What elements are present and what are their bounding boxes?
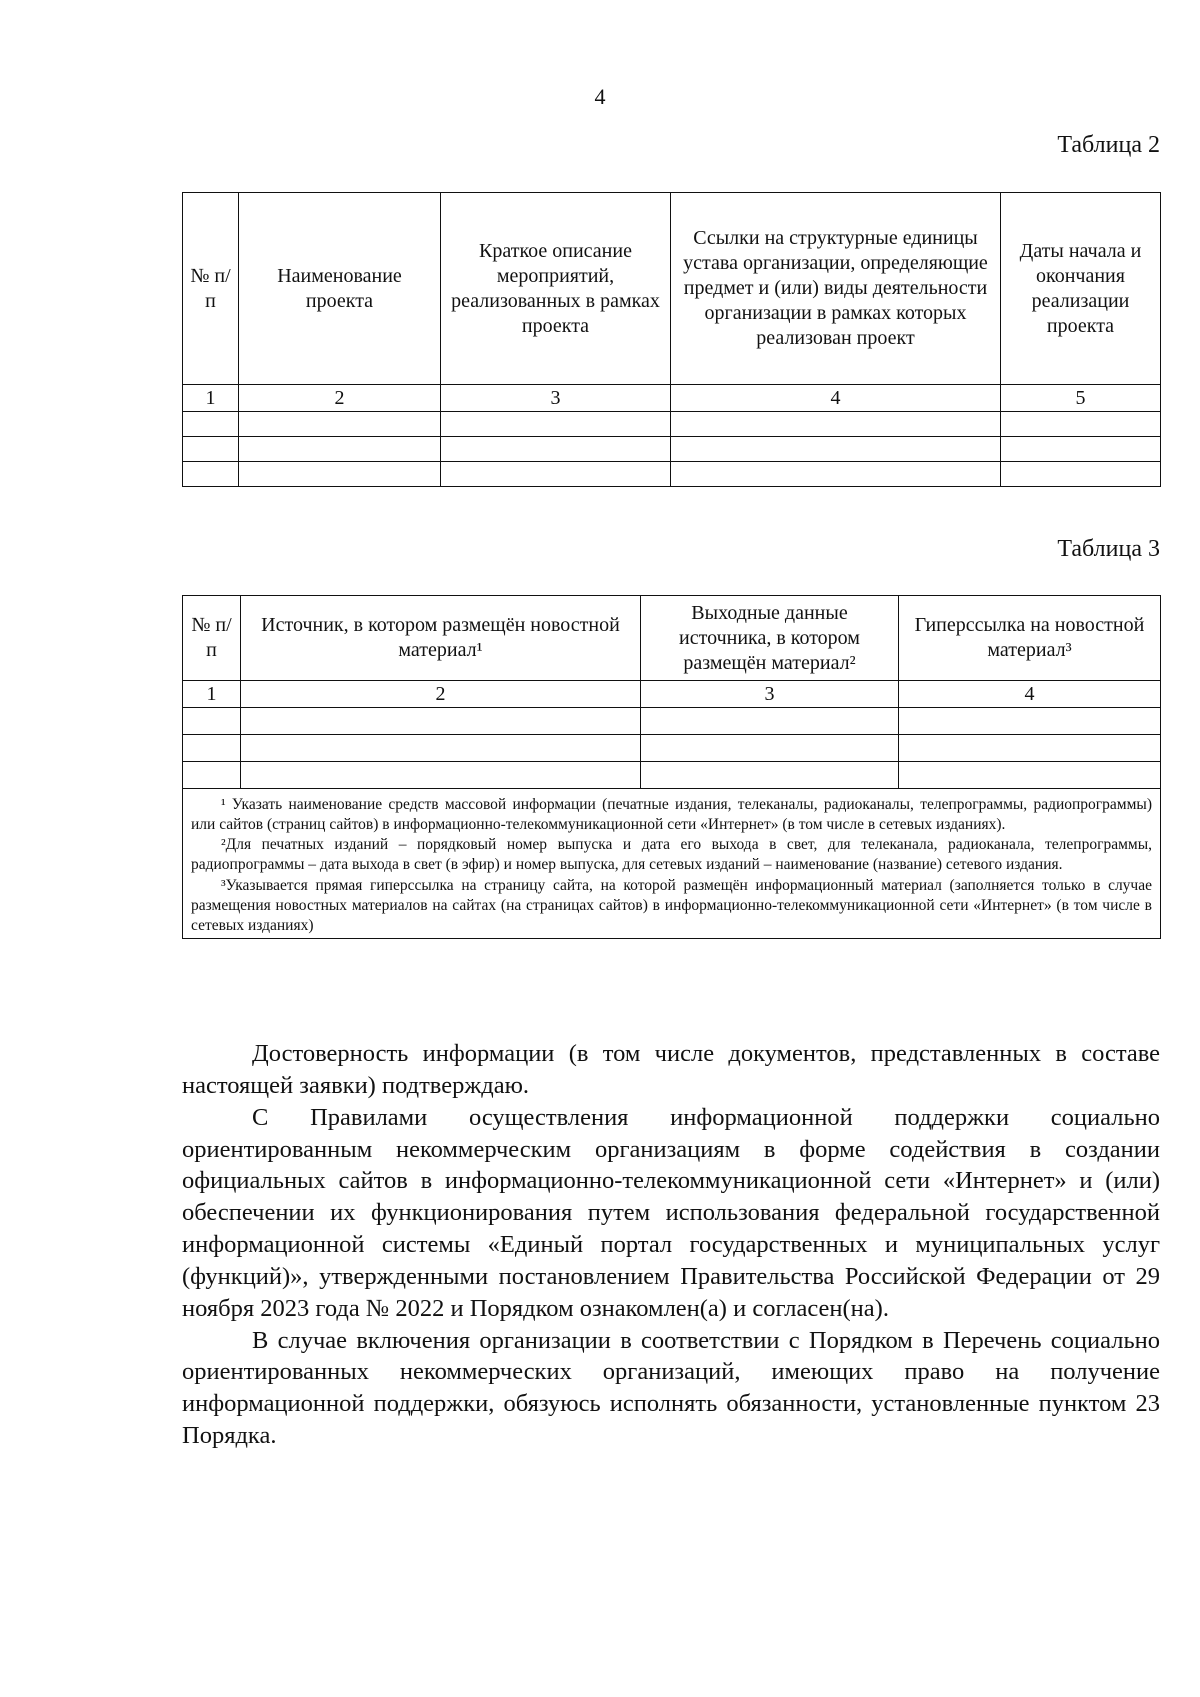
table2-cell[interactable] [183,437,239,462]
table2-cell[interactable] [1001,462,1161,487]
table3-cell[interactable] [641,762,899,789]
table3-cell[interactable] [899,762,1161,789]
table2-empty-row [183,462,1161,487]
footnote-1: ¹ Указать наименование средств массовой информации (печатные издания, телеканалы, радиоканалы, телепрограммы, радиопрограммы) или сайтов (страниц сайтов) в информационно-телекоммуникационной сети «Интернет» (в том числе в сетевых изданиях). [191,796,1152,834]
table3-cell[interactable] [183,762,241,789]
table2-cell[interactable] [239,462,441,487]
table3-header-cell: № п/п [183,596,241,681]
table3-cell[interactable] [183,708,241,735]
table3-empty-row [183,708,1161,735]
table2-empty-row [183,412,1161,437]
table2-header-cell: Ссылки на структурные единицы устава организации, определяющие предмет и (или) виды деятельности организации в рамках которых реализован проект [671,193,1001,385]
table3-empty-row [183,735,1161,762]
table3-column-number: 1 [183,681,241,708]
table2-header-row [183,193,1161,385]
table3-cell[interactable] [241,735,641,762]
table3-cell[interactable] [641,708,899,735]
table2-cell[interactable] [1001,437,1161,462]
table2-cell[interactable] [239,412,441,437]
table2-cell[interactable] [441,462,671,487]
paragraph-rules-acknowledgement: С Правилами осуществления информационной поддержки социально ориентированным некоммерческим организациям в форме содействия в создании официальных сайтов в информационно-телекоммуникационной сети «Интернет» и (или) обеспечении их функционирования путем использования федеральной государственной информационной системы «Единый портал государственных и муниципальных услуг (функций)», утвержденными постановлением Правительства Российской Федерации от 29 ноября 2023 года № 2022 и Порядком ознакомлен(а) и согласен(на). [182,1103,1160,1322]
table3-header-row [183,596,1161,681]
footnote-3: ³Указывается прямая гиперссылка на страницу сайта, на которой размещён информационный материал (заполняется только в случае размещения новостных материалов на сайтах (на страницах сайтов) в информационно-телекоммуникационной сети «Интернет» (в том числе в сетевых изданиях) [191,876,1152,934]
table3-cell[interactable] [183,735,241,762]
table2-cell[interactable] [183,462,239,487]
footnote-2: ²Для печатных изданий – порядковый номер выпуска и дата его выхода в свет, для телеканала, радиоканала, телепрограммы, радиопрограммы – дата выхода в свет (в эфир) и номер выпуска, для сетевых изданий – наименование (название) сетевого издания. [191,836,1152,874]
table2-cell[interactable] [671,437,1001,462]
table3-caption: Таблица 3 [1057,536,1160,562]
table2-cell[interactable] [1001,412,1161,437]
table3-footnotes [183,789,1161,939]
paragraph-reliability: Достоверность информации (в том числе документов, представленных в составе настоящей заявки) подтверждаю. [182,1040,1160,1099]
table2-cell[interactable] [441,412,671,437]
table2-column-number: 4 [671,385,1001,412]
table3 [182,595,1161,939]
table2-column-number-row [183,385,1161,412]
paragraph-obligations: В случае включения организации в соответствии с Порядком в Перечень социально ориентированных некоммерческих организаций, имеющих право на получение информационной поддержки, обязуюсь исполнять обязанности, установленные пунктом 23 Порядка. [182,1326,1160,1450]
table3-column-number-row [183,681,1161,708]
table2-cell[interactable] [239,437,441,462]
table3-footnotes-row [183,789,1161,939]
table2-column-number: 1 [183,385,239,412]
table2-cell[interactable] [671,462,1001,487]
table2-header-cell: Краткое описание мероприятий, реализованных в рамках проекта [441,193,671,385]
table2-column-number: 2 [239,385,441,412]
table3-column-number: 2 [241,681,641,708]
table2-empty-row [183,437,1161,462]
page-number: 4 [594,84,606,109]
table2-cell[interactable] [671,412,1001,437]
table3-cell[interactable] [641,735,899,762]
table2-caption: Таблица 2 [1057,132,1160,158]
table3-header-cell: Гиперссылка на новостной материал³ [899,596,1161,681]
table2-column-number: 5 [1001,385,1161,412]
table2-header-cell: Даты начала и окончания реализации проекта [1001,193,1161,385]
table3-column-number: 3 [641,681,899,708]
table3-column-number: 4 [899,681,1161,708]
table3-cell[interactable] [241,708,641,735]
table3-header-cell: Источник, в котором размещён новостной материал¹ [241,596,641,681]
table3-cell[interactable] [899,708,1161,735]
table2-cell[interactable] [441,437,671,462]
table3-header-cell: Выходные данные источника, в котором размещён материал² [641,596,899,681]
table2-cell[interactable] [183,412,239,437]
table2-header-cell: № п/п [183,193,239,385]
table3-cell[interactable] [899,735,1161,762]
body-text [182,1038,1160,1452]
table3-empty-row [183,762,1161,789]
table2 [182,192,1161,487]
table2-column-number: 3 [441,385,671,412]
table2-header-cell: Наименование проекта [239,193,441,385]
table3-cell[interactable] [241,762,641,789]
